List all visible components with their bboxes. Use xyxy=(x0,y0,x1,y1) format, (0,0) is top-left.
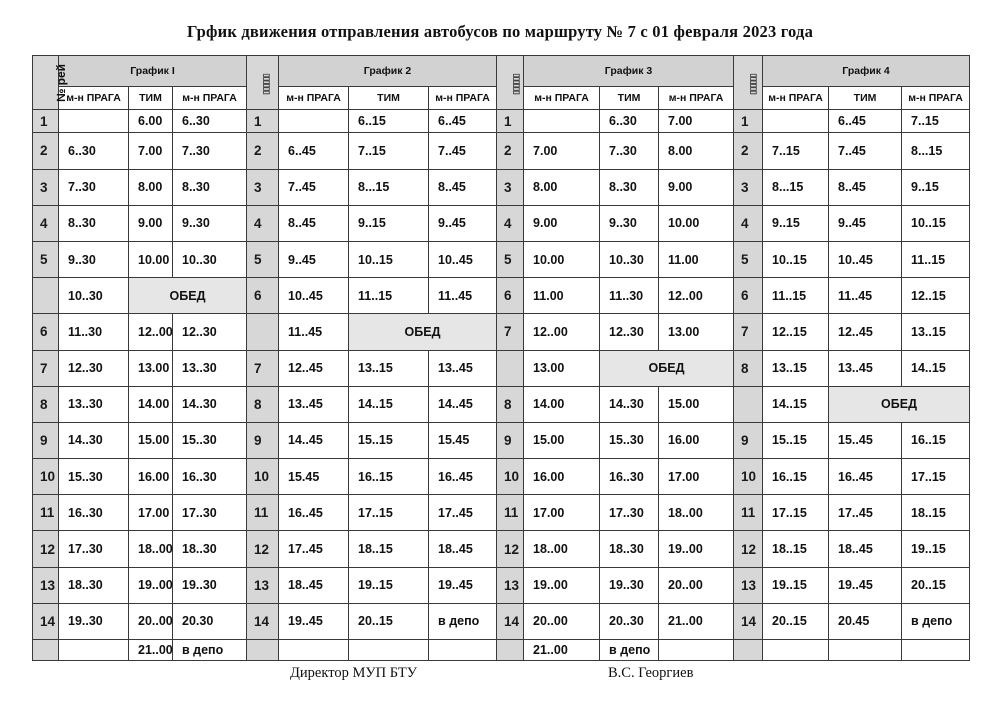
trip-number: 10 xyxy=(497,459,524,495)
time-cell: 16..30 xyxy=(173,459,247,495)
trip-number: 10 xyxy=(247,459,279,495)
trip-number: 4 xyxy=(247,205,279,241)
page-title: Грфик движения отправления автобусов по маршруту № 7 с 01 февраля 2023 года xyxy=(186,22,814,41)
time-cell: 19..00 xyxy=(524,567,600,603)
time-cell: 9..15 xyxy=(902,169,970,205)
time-cell: 8...15 xyxy=(902,133,970,169)
time-cell: 15..45 xyxy=(829,422,902,458)
time-cell xyxy=(524,110,600,133)
table-row xyxy=(33,603,970,639)
time-cell: 20.45 xyxy=(829,603,902,639)
trip-number: 3 xyxy=(734,169,763,205)
time-cell: 15.45 xyxy=(279,459,349,495)
time-cell: 11..45 xyxy=(829,278,902,314)
time-cell: 9..15 xyxy=(763,205,829,241)
lunch-break: ОБЕД xyxy=(829,386,970,422)
trip-number: 14 xyxy=(497,603,524,639)
time-cell: 20..15 xyxy=(349,603,429,639)
time-cell: 20..30 xyxy=(600,603,659,639)
time-cell: 16..45 xyxy=(429,459,497,495)
time-cell: 19..45 xyxy=(279,603,349,639)
trip-number: 2 xyxy=(734,133,763,169)
time-cell: 8..45 xyxy=(429,169,497,205)
trip-number: 7 xyxy=(497,314,524,350)
time-cell xyxy=(349,640,429,661)
trip-number xyxy=(734,640,763,661)
time-cell: 16..15 xyxy=(763,459,829,495)
time-cell: 15.00 xyxy=(524,422,600,458)
time-cell: 9..30 xyxy=(59,241,129,277)
trip-number: 12 xyxy=(734,531,763,567)
time-cell: 13..15 xyxy=(902,314,970,350)
time-cell: 12..30 xyxy=(600,314,659,350)
time-cell: 12..30 xyxy=(59,350,129,386)
column-header: ТИМ xyxy=(829,87,902,110)
time-cell: 7..45 xyxy=(829,133,902,169)
lunch-break: ОБЕД xyxy=(129,278,247,314)
time-cell: 17.00 xyxy=(524,495,600,531)
trip-number: 5 xyxy=(497,241,524,277)
time-cell: 17.00 xyxy=(129,495,173,531)
time-cell: 19..30 xyxy=(600,567,659,603)
time-cell: 8..30 xyxy=(600,169,659,205)
trip-number: 11 xyxy=(497,495,524,531)
time-cell: 16.00 xyxy=(129,459,173,495)
time-cell: 16..45 xyxy=(279,495,349,531)
time-cell: 11..30 xyxy=(59,314,129,350)
time-cell: 16.00 xyxy=(659,422,734,458)
trip-number: 2 xyxy=(497,133,524,169)
time-cell: 12..30 xyxy=(173,314,247,350)
time-cell: 17..45 xyxy=(829,495,902,531)
time-cell: 15..15 xyxy=(763,422,829,458)
table-row xyxy=(33,278,970,314)
trip-number: 10 xyxy=(33,459,59,495)
time-cell: 16..15 xyxy=(349,459,429,495)
time-cell: в депо xyxy=(173,640,247,661)
trip-number: 9 xyxy=(33,422,59,458)
time-cell: 14.00 xyxy=(524,386,600,422)
time-cell: 11.00 xyxy=(524,278,600,314)
time-cell: 14..15 xyxy=(902,350,970,386)
time-cell: 21..00 xyxy=(129,640,173,661)
time-cell: 18..30 xyxy=(59,567,129,603)
time-cell: 15.45 xyxy=(429,422,497,458)
time-cell xyxy=(59,640,129,661)
trip-number: 12 xyxy=(33,531,59,567)
time-cell: 14..30 xyxy=(600,386,659,422)
time-cell: 14.00 xyxy=(129,386,173,422)
time-cell: 11..45 xyxy=(279,314,349,350)
time-cell: 20..15 xyxy=(763,603,829,639)
time-cell: 6..30 xyxy=(59,133,129,169)
time-cell: 7..30 xyxy=(59,169,129,205)
trip-number xyxy=(247,314,279,350)
time-cell: 8.00 xyxy=(659,133,734,169)
table-row xyxy=(33,314,970,350)
trip-number: 7 xyxy=(33,350,59,386)
trip-number: 1 xyxy=(33,110,59,133)
time-cell: 10..15 xyxy=(902,205,970,241)
time-cell: 20..00 xyxy=(659,567,734,603)
time-cell: 15.00 xyxy=(659,386,734,422)
trip-number: 4 xyxy=(33,205,59,241)
time-cell: 18..15 xyxy=(763,531,829,567)
time-cell: 21..00 xyxy=(659,603,734,639)
time-cell: 17..45 xyxy=(429,495,497,531)
trip-number xyxy=(247,640,279,661)
schedule-table xyxy=(32,55,970,661)
table-row xyxy=(33,350,970,386)
time-cell: 9.00 xyxy=(659,169,734,205)
time-cell xyxy=(59,110,129,133)
header-row xyxy=(33,56,970,87)
trip-number: 8 xyxy=(33,386,59,422)
time-cell: 19..45 xyxy=(829,567,902,603)
time-cell: 10..30 xyxy=(600,241,659,277)
separator-glyphs: ▯▯▯▯▯▯ xyxy=(261,73,271,95)
trip-number-label: № рей xyxy=(54,63,69,102)
time-cell: 11.00 xyxy=(659,241,734,277)
trip-number: 6 xyxy=(497,278,524,314)
time-cell: 19..15 xyxy=(763,567,829,603)
table-row xyxy=(33,640,970,661)
trip-number: 4 xyxy=(497,205,524,241)
column-header: м-н ПРАГА xyxy=(902,87,970,110)
time-cell: 12..15 xyxy=(902,278,970,314)
time-cell: 13..30 xyxy=(173,350,247,386)
table-row xyxy=(33,205,970,241)
time-cell: 13..15 xyxy=(763,350,829,386)
trip-number: 13 xyxy=(33,567,59,603)
time-cell xyxy=(763,640,829,661)
separator-column xyxy=(734,56,763,110)
time-cell: 8...15 xyxy=(349,169,429,205)
time-cell: 12..45 xyxy=(279,350,349,386)
director-name: В.С. Георгиев xyxy=(608,665,694,681)
column-header: м-н ПРАГА xyxy=(429,87,497,110)
time-cell: 16..45 xyxy=(829,459,902,495)
lunch-break: ОБЕД xyxy=(349,314,497,350)
time-cell: 18..15 xyxy=(902,495,970,531)
trip-number: 7 xyxy=(247,350,279,386)
trip-number: 1 xyxy=(734,110,763,133)
time-cell: 6..30 xyxy=(600,110,659,133)
trip-number: 4 xyxy=(734,205,763,241)
time-cell: 20..15 xyxy=(902,567,970,603)
time-cell: 13.00 xyxy=(129,350,173,386)
time-cell: 6.00 xyxy=(129,110,173,133)
column-header: ТИМ xyxy=(349,87,429,110)
table-row xyxy=(33,133,970,169)
time-cell: 8..45 xyxy=(829,169,902,205)
trip-number: 5 xyxy=(247,241,279,277)
trip-number: 1 xyxy=(497,110,524,133)
lunch-break: ОБЕД xyxy=(600,350,734,386)
trip-number: 12 xyxy=(497,531,524,567)
time-cell: 9..15 xyxy=(349,205,429,241)
time-cell: 14..15 xyxy=(349,386,429,422)
time-cell: 19..30 xyxy=(173,567,247,603)
time-cell: 14..30 xyxy=(173,386,247,422)
time-cell: 8..30 xyxy=(59,205,129,241)
time-cell: 16..30 xyxy=(600,459,659,495)
time-cell: 18..45 xyxy=(429,531,497,567)
time-cell: 18..00 xyxy=(129,531,173,567)
time-cell: 19..00 xyxy=(659,531,734,567)
time-cell: 18..00 xyxy=(659,495,734,531)
trip-number xyxy=(33,640,59,661)
time-cell: 14..45 xyxy=(279,422,349,458)
trip-number-header xyxy=(33,56,69,110)
time-cell: 9..45 xyxy=(829,205,902,241)
time-cell: 16..15 xyxy=(902,422,970,458)
time-cell: 8.00 xyxy=(129,169,173,205)
column-header: м-н ПРАГА xyxy=(279,87,349,110)
time-cell: 13..45 xyxy=(429,350,497,386)
time-cell: 18..00 xyxy=(524,531,600,567)
table-row xyxy=(33,531,970,567)
time-cell: 7..30 xyxy=(173,133,247,169)
time-cell: 17.00 xyxy=(659,459,734,495)
time-cell: 9.00 xyxy=(524,205,600,241)
time-cell xyxy=(279,640,349,661)
trip-number xyxy=(734,386,763,422)
time-cell: 17..45 xyxy=(279,531,349,567)
time-cell: 10..45 xyxy=(829,241,902,277)
table-row xyxy=(33,495,970,531)
table-row xyxy=(33,422,970,458)
time-cell: 8..30 xyxy=(173,169,247,205)
time-cell: 7.00 xyxy=(129,133,173,169)
trip-number: 13 xyxy=(734,567,763,603)
time-cell: 16.00 xyxy=(524,459,600,495)
table-row xyxy=(33,459,970,495)
time-cell: 11..30 xyxy=(600,278,659,314)
time-cell: 13..15 xyxy=(349,350,429,386)
time-cell: 17..30 xyxy=(173,495,247,531)
time-cell: 20..00 xyxy=(129,603,173,639)
schedule-header: График 3 xyxy=(524,56,734,87)
column-header: м-н ПРАГА xyxy=(524,87,600,110)
time-cell: 10.00 xyxy=(524,241,600,277)
time-cell: 17..15 xyxy=(763,495,829,531)
time-cell: 19..00 xyxy=(129,567,173,603)
time-cell: 13.00 xyxy=(659,314,734,350)
trip-number: 3 xyxy=(33,169,59,205)
time-cell xyxy=(429,640,497,661)
trip-number: 9 xyxy=(734,422,763,458)
time-cell xyxy=(659,640,734,661)
time-cell: 17..30 xyxy=(600,495,659,531)
trip-number: 9 xyxy=(497,422,524,458)
time-cell: 15..30 xyxy=(173,422,247,458)
time-cell: 10..15 xyxy=(349,241,429,277)
trip-number xyxy=(497,350,524,386)
time-cell: 13.00 xyxy=(524,350,600,386)
trip-number: 8 xyxy=(247,386,279,422)
time-cell: 11..15 xyxy=(763,278,829,314)
time-cell: 6..45 xyxy=(429,110,497,133)
time-cell: 10..30 xyxy=(173,241,247,277)
column-header: м-н ПРАГА xyxy=(763,87,829,110)
time-cell: 14..45 xyxy=(429,386,497,422)
time-cell: 7..15 xyxy=(349,133,429,169)
time-cell: 12..00 xyxy=(129,314,173,350)
time-cell: 12..00 xyxy=(524,314,600,350)
trip-number: 11 xyxy=(247,495,279,531)
time-cell: 15..30 xyxy=(59,459,129,495)
trip-number: 6 xyxy=(247,278,279,314)
time-cell: 10..15 xyxy=(763,241,829,277)
table-row xyxy=(33,386,970,422)
column-header: м-н ПРАГА xyxy=(173,87,247,110)
trip-number: 11 xyxy=(33,495,59,531)
time-cell: 20.30 xyxy=(173,603,247,639)
column-header: ТИМ xyxy=(129,87,173,110)
trip-number: 13 xyxy=(497,567,524,603)
time-cell: 7.00 xyxy=(524,133,600,169)
time-cell xyxy=(763,110,829,133)
time-cell: 15..30 xyxy=(600,422,659,458)
time-cell: 12..00 xyxy=(659,278,734,314)
trip-number xyxy=(497,640,524,661)
time-cell: 7..30 xyxy=(600,133,659,169)
time-cell: 14..15 xyxy=(763,386,829,422)
trip-number: 10 xyxy=(734,459,763,495)
trip-number: 5 xyxy=(734,241,763,277)
time-cell: 9..45 xyxy=(279,241,349,277)
table-row xyxy=(33,169,970,205)
time-cell: 7..45 xyxy=(279,169,349,205)
time-cell: 11..45 xyxy=(429,278,497,314)
column-header: ТИМ xyxy=(600,87,659,110)
trip-number: 5 xyxy=(33,241,59,277)
trip-number: 3 xyxy=(247,169,279,205)
time-cell: 12..45 xyxy=(829,314,902,350)
time-cell: 13..45 xyxy=(829,350,902,386)
time-cell: 16..30 xyxy=(59,495,129,531)
time-cell: 20..00 xyxy=(524,603,600,639)
time-cell: в депо xyxy=(902,603,970,639)
time-cell: 15.00 xyxy=(129,422,173,458)
trip-number: 12 xyxy=(247,531,279,567)
time-cell xyxy=(279,110,349,133)
time-cell: 6..15 xyxy=(349,110,429,133)
table-row xyxy=(33,241,970,277)
trip-number: 6 xyxy=(33,314,59,350)
time-cell: 19..15 xyxy=(349,567,429,603)
time-cell: 18..30 xyxy=(173,531,247,567)
time-cell: 9..30 xyxy=(600,205,659,241)
separator-glyphs: ▯▯▯▯▯▯ xyxy=(748,73,758,95)
time-cell: 8..45 xyxy=(279,205,349,241)
trip-number: 9 xyxy=(247,422,279,458)
separator-column xyxy=(247,56,279,110)
time-cell: 10..45 xyxy=(279,278,349,314)
time-cell: 10..45 xyxy=(429,241,497,277)
time-cell: 21..00 xyxy=(524,640,600,661)
time-cell: 7..15 xyxy=(763,133,829,169)
trip-number: 2 xyxy=(33,133,59,169)
time-cell: 18..45 xyxy=(279,567,349,603)
trip-number: 6 xyxy=(734,278,763,314)
trip-number: 8 xyxy=(497,386,524,422)
separator-column xyxy=(497,56,524,110)
time-cell: 18..15 xyxy=(349,531,429,567)
schedule-header: График I xyxy=(59,56,247,87)
time-cell: 10.00 xyxy=(129,241,173,277)
time-cell: 8...15 xyxy=(763,169,829,205)
schedule-header: График 2 xyxy=(279,56,497,87)
trip-number: 1 xyxy=(247,110,279,133)
time-cell: 6..30 xyxy=(173,110,247,133)
time-cell: 17..15 xyxy=(902,459,970,495)
trip-number: 14 xyxy=(33,603,59,639)
time-cell: 19..30 xyxy=(59,603,129,639)
time-cell: 19..15 xyxy=(902,531,970,567)
time-cell: 17..15 xyxy=(349,495,429,531)
time-cell: 9.00 xyxy=(129,205,173,241)
time-cell: 13..45 xyxy=(279,386,349,422)
time-cell: 18..30 xyxy=(600,531,659,567)
time-cell: 19..45 xyxy=(429,567,497,603)
trip-number: 13 xyxy=(247,567,279,603)
trip-number: 14 xyxy=(734,603,763,639)
time-cell: 6..45 xyxy=(829,110,902,133)
time-cell: 7..45 xyxy=(429,133,497,169)
time-cell: 7..15 xyxy=(902,110,970,133)
time-cell: 9..30 xyxy=(173,205,247,241)
time-cell: в депо xyxy=(429,603,497,639)
time-cell: 7.00 xyxy=(659,110,734,133)
column-header: м-н ПРАГА xyxy=(59,87,129,110)
time-cell xyxy=(902,640,970,661)
time-cell: 14..30 xyxy=(59,422,129,458)
column-header: м-н ПРАГА xyxy=(659,87,734,110)
trip-number: 8 xyxy=(734,350,763,386)
time-cell: 6..45 xyxy=(279,133,349,169)
schedule-body xyxy=(33,56,970,661)
time-cell: 11..15 xyxy=(349,278,429,314)
time-cell: 9..45 xyxy=(429,205,497,241)
trip-number: 2 xyxy=(247,133,279,169)
time-cell: 10.00 xyxy=(659,205,734,241)
time-cell: 15..15 xyxy=(349,422,429,458)
trip-number: 3 xyxy=(497,169,524,205)
time-cell: 12..15 xyxy=(763,314,829,350)
time-cell: в депо xyxy=(600,640,659,661)
trip-number: 7 xyxy=(734,314,763,350)
table-row xyxy=(33,110,970,133)
trip-number: 11 xyxy=(734,495,763,531)
time-cell: 11..15 xyxy=(902,241,970,277)
time-cell: 13..30 xyxy=(59,386,129,422)
separator-glyphs: ▯▯▯▯▯▯ xyxy=(511,73,521,95)
time-cell: 8.00 xyxy=(524,169,600,205)
director-title: Директор МУП БТУ xyxy=(290,665,417,681)
trip-number: 14 xyxy=(247,603,279,639)
time-cell: 17..30 xyxy=(59,531,129,567)
table-row xyxy=(33,567,970,603)
schedule-header: График 4 xyxy=(763,56,970,87)
time-cell xyxy=(829,640,902,661)
time-cell: 18..45 xyxy=(829,531,902,567)
time-cell: 10..30 xyxy=(59,278,129,314)
trip-number xyxy=(33,278,59,314)
